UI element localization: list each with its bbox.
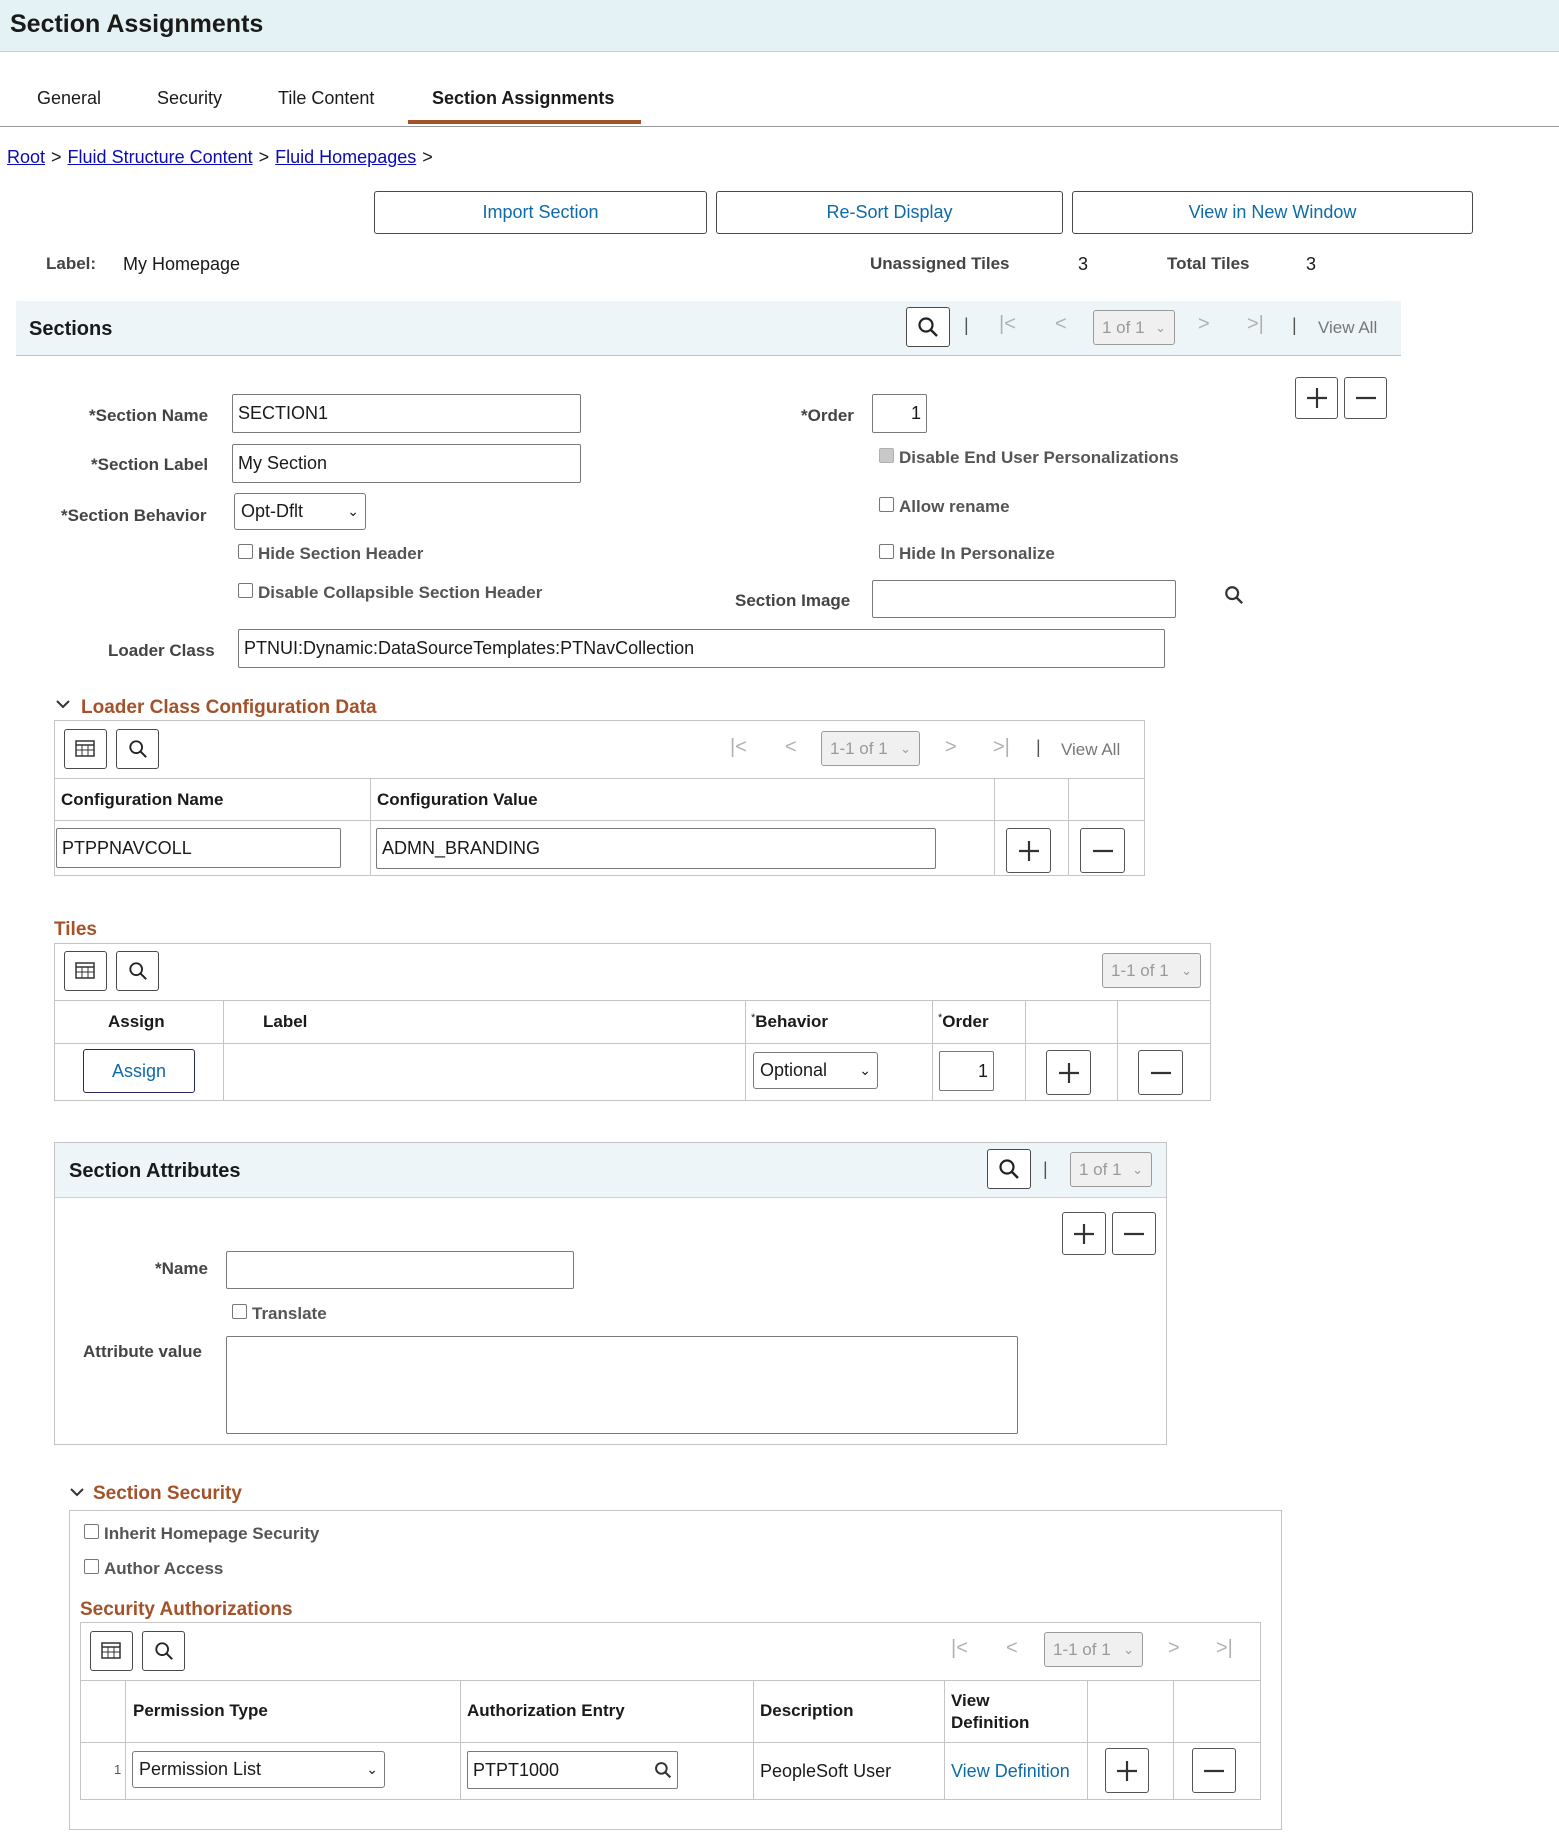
delete-attribute-button[interactable] <box>1112 1212 1156 1255</box>
required-mark: * <box>751 1012 756 1024</box>
chevron-down-icon: ⌄ <box>1132 1161 1143 1177</box>
grid-line <box>932 1000 933 1100</box>
unassigned-tiles-value: 3 <box>1078 254 1089 274</box>
attribute-name-label: *Name <box>155 1259 208 1278</box>
homepage-label-caption: Label: <box>46 254 97 273</box>
delete-section-button[interactable] <box>1344 377 1387 419</box>
column-configuration-name: Configuration Name <box>61 790 224 809</box>
disable-personalizations-checkbox[interactable] <box>879 448 894 463</box>
tiles-grid <box>54 943 1211 1101</box>
search-icon[interactable] <box>654 1761 672 1779</box>
tiles-search-button[interactable] <box>116 951 159 991</box>
grid-line <box>55 778 1144 779</box>
first-page-icon[interactable]: |< <box>999 313 1016 335</box>
attribute-value-label: Attribute value <box>83 1342 203 1361</box>
hide-section-header-label: Hide Section Header <box>258 544 424 563</box>
previous-page-icon[interactable]: < <box>785 736 797 758</box>
import-section-button[interactable]: Import Section <box>374 191 707 234</box>
section-label-label: *Section Label <box>91 455 209 474</box>
column-label: Label <box>263 1012 308 1031</box>
section-attributes-search-button[interactable] <box>987 1149 1031 1189</box>
security-personalize-button[interactable] <box>90 1631 133 1671</box>
allow-rename-checkbox[interactable] <box>879 497 894 512</box>
chevron-down-icon: ⌄ <box>900 740 911 756</box>
minus-icon <box>1123 1223 1145 1245</box>
column-configuration-value: Configuration Value <box>377 790 538 809</box>
breadcrumb-separator: > <box>258 147 270 167</box>
last-page-icon[interactable]: >| <box>1247 313 1264 335</box>
toolbar-separator: | <box>1036 737 1041 757</box>
breadcrumb-root[interactable]: Root <box>7 147 46 167</box>
previous-page-icon[interactable]: < <box>1055 313 1067 335</box>
grid-line <box>55 1000 1210 1001</box>
view-definition-link[interactable]: View Definition <box>951 1761 1070 1781</box>
required-mark: * <box>938 1012 943 1024</box>
breadcrumb-separator: > <box>422 147 433 167</box>
delete-config-row-button[interactable] <box>1080 828 1125 873</box>
translate-checkbox[interactable] <box>232 1304 247 1319</box>
add-authorization-button[interactable] <box>1105 1748 1149 1793</box>
tile-behavior-select[interactable] <box>753 1052 878 1089</box>
disable-collapsible-label: Disable Collapsible Section Header <box>258 583 543 602</box>
section-label-input[interactable]: My Section <box>232 444 581 483</box>
tiles-personalize-button[interactable] <box>64 951 107 991</box>
security-page-select[interactable] <box>1044 1632 1143 1667</box>
sections-page-select[interactable] <box>1093 310 1175 345</box>
chevron-down-icon: ⌄ <box>859 1062 871 1078</box>
sections-divider <box>16 355 1401 356</box>
authorization-entry-input[interactable] <box>467 1751 678 1789</box>
column-assign: Assign <box>108 1012 165 1031</box>
tile-behavior-value: Optional <box>760 1060 828 1080</box>
active-tab-indicator <box>408 120 641 124</box>
section-behavior-label: *Section Behavior <box>61 506 207 525</box>
inherit-homepage-security-label: Inherit Homepage Security <box>104 1524 320 1543</box>
add-tile-row-button[interactable] <box>1046 1050 1091 1095</box>
grid-line <box>1173 1680 1174 1799</box>
section-security-title[interactable]: Section Security <box>93 1483 242 1504</box>
add-config-row-button[interactable] <box>1006 828 1051 873</box>
search-icon <box>128 739 148 759</box>
grid-settings-icon <box>75 961 97 981</box>
plus-icon <box>1058 1062 1080 1084</box>
hide-in-personalize-checkbox[interactable] <box>879 544 894 559</box>
assign-tile-button[interactable]: Assign <box>83 1049 195 1093</box>
inherit-homepage-security-checkbox[interactable] <box>84 1524 99 1539</box>
sections-header-bar <box>16 301 1401 356</box>
section-name-input[interactable]: SECTION1 <box>232 394 581 433</box>
security-authorizations-title: Security Authorizations <box>80 1599 293 1620</box>
last-page-icon[interactable]: >| <box>1216 1637 1233 1659</box>
grid-line <box>81 1742 1260 1743</box>
tiles-title: Tiles <box>54 919 97 940</box>
page-title: Section Assignments <box>10 10 264 38</box>
description-value: PeopleSoft User <box>760 1761 892 1781</box>
loader-config-personalize-button[interactable] <box>64 729 107 769</box>
page-indicator: 1-1 of 1 <box>830 738 888 758</box>
grid-line <box>1068 778 1069 875</box>
grid-line <box>745 1000 746 1100</box>
attribute-name-input[interactable] <box>226 1251 574 1289</box>
resort-display-button[interactable]: Re-Sort Display <box>716 191 1063 234</box>
search-icon <box>998 1158 1020 1180</box>
plus-icon <box>1306 387 1328 409</box>
loader-config-view-all-link[interactable]: View All <box>1061 740 1121 759</box>
grid-line <box>81 1680 1260 1681</box>
loader-config-title[interactable]: Loader Class Configuration Data <box>81 697 377 718</box>
grid-settings-icon <box>75 739 97 759</box>
minus-icon <box>1150 1062 1172 1084</box>
loader-class-label: Loader Class <box>108 641 215 660</box>
chevron-down-icon: ⌄ <box>1181 962 1192 978</box>
grid-settings-icon <box>101 1641 123 1661</box>
view-in-new-window-button[interactable]: View in New Window <box>1072 191 1473 234</box>
tiles-page-select[interactable] <box>1102 953 1201 988</box>
author-access-label: Author Access <box>104 1559 224 1578</box>
hide-section-header-checkbox[interactable] <box>238 544 253 559</box>
homepage-label-value: My Homepage <box>123 254 241 274</box>
plus-icon <box>1116 1760 1138 1782</box>
grid-line <box>55 820 1144 821</box>
disable-personalizations-label: Disable End User Personalizations <box>899 448 1179 467</box>
section-behavior-select[interactable] <box>234 493 366 530</box>
tab-divider <box>0 126 1559 127</box>
search-icon <box>154 1641 174 1661</box>
add-section-button[interactable] <box>1295 377 1338 419</box>
security-search-button[interactable] <box>142 1631 185 1671</box>
previous-page-icon[interactable]: < <box>1006 1637 1018 1659</box>
minus-icon <box>1355 387 1377 409</box>
loader-class-input[interactable]: PTNUI:Dynamic:DataSourceTemplates:PTNavCollection <box>238 629 1165 668</box>
attribute-value-textarea[interactable] <box>226 1336 1018 1434</box>
grid-line <box>1087 1680 1088 1799</box>
grid-line <box>223 1000 224 1100</box>
chevron-down-icon: ⌄ <box>1123 1641 1134 1657</box>
collapse-chevron-icon[interactable] <box>69 1486 85 1498</box>
section-attributes-header: Section Attributes <box>69 1160 241 1182</box>
minus-icon <box>1203 1760 1225 1782</box>
section-name-label: *Section Name <box>89 406 209 425</box>
permission-type-value: Permission List <box>139 1759 262 1779</box>
collapse-chevron-icon[interactable] <box>55 698 71 710</box>
sections-header: Sections <box>29 318 113 340</box>
order-label: *Order <box>801 406 854 425</box>
grid-line <box>125 1680 126 1799</box>
section-image-lookup[interactable] <box>1224 585 1244 605</box>
first-page-icon[interactable]: |< <box>951 1637 968 1659</box>
permission-type-select[interactable] <box>132 1751 385 1788</box>
breadcrumb-fluid-homepages[interactable]: Fluid Homepages <box>275 147 417 167</box>
author-access-checkbox[interactable] <box>84 1559 99 1574</box>
grid-line <box>1025 1000 1026 1100</box>
column-order: *Order <box>938 1012 989 1031</box>
delete-tile-row-button[interactable] <box>1138 1050 1183 1095</box>
last-page-icon[interactable]: >| <box>993 736 1010 758</box>
total-tiles-caption: Total Tiles <box>1167 254 1250 273</box>
search-icon <box>1224 585 1244 605</box>
column-authorization-entry: Authorization Entry <box>467 1701 625 1720</box>
loader-config-search-button[interactable] <box>116 729 159 769</box>
column-view-definition: View Definition <box>951 1691 1030 1732</box>
next-page-icon[interactable]: > <box>1168 1637 1180 1659</box>
configuration-value-textarea[interactable]: ADMN_BRANDING <box>376 828 936 869</box>
page-indicator: 1-1 of 1 <box>1111 960 1169 980</box>
column-behavior: *Behavior <box>751 1012 829 1031</box>
section-image-input[interactable] <box>872 580 1176 618</box>
disable-collapsible-checkbox[interactable] <box>238 583 253 598</box>
tab-general[interactable]: General <box>37 88 102 108</box>
chevron-down-icon: ⌄ <box>1155 319 1166 335</box>
toolbar-separator: | <box>964 315 969 335</box>
page-indicator: 1 of 1 <box>1079 1159 1122 1179</box>
page-indicator: 1 of 1 <box>1102 317 1145 337</box>
sections-view-all-link[interactable]: View All <box>1318 318 1378 337</box>
tab-tile-content[interactable]: Tile Content <box>278 88 375 108</box>
delete-authorization-button[interactable] <box>1192 1748 1236 1793</box>
next-page-icon[interactable]: > <box>945 736 957 758</box>
section-behavior-value: Opt-Dflt <box>241 501 304 521</box>
grid-line <box>1117 1000 1118 1100</box>
column-description: Description <box>760 1701 854 1720</box>
tab-security[interactable]: Security <box>157 88 223 108</box>
next-page-icon[interactable]: > <box>1198 313 1210 335</box>
order-input[interactable]: 1 <box>872 394 927 433</box>
first-page-icon[interactable]: |< <box>730 736 747 758</box>
hide-in-personalize-label: Hide In Personalize <box>899 544 1055 563</box>
allow-rename-label: Allow rename <box>899 497 1010 516</box>
search-icon <box>917 316 939 338</box>
page-indicator: 1-1 of 1 <box>1053 1639 1111 1659</box>
chevron-down-icon: ⌄ <box>347 503 359 519</box>
total-tiles-value: 3 <box>1306 254 1317 274</box>
chevron-down-icon: ⌄ <box>366 1761 378 1777</box>
tab-section-assignments[interactable]: Section Assignments <box>432 88 615 108</box>
grid-line <box>944 1680 945 1799</box>
section-attributes-page-select[interactable] <box>1070 1152 1152 1187</box>
unassigned-tiles-caption: Unassigned Tiles <box>870 254 1010 273</box>
plus-icon <box>1073 1223 1095 1245</box>
breadcrumb-fluid-structure-content[interactable]: Fluid Structure Content <box>67 147 253 167</box>
breadcrumb-separator: > <box>51 147 62 167</box>
grid-line <box>753 1680 754 1799</box>
row-number: 1 <box>114 1762 122 1777</box>
add-attribute-button[interactable] <box>1062 1212 1106 1255</box>
minus-icon <box>1092 840 1114 862</box>
search-icon <box>128 961 148 981</box>
grid-line <box>460 1680 461 1799</box>
authorization-entry-value: PTPT1000 <box>473 1759 560 1780</box>
sections-search-button[interactable] <box>906 307 950 347</box>
toolbar-separator: | <box>1292 315 1297 335</box>
grid-line <box>994 778 995 875</box>
column-permission-type: Permission Type <box>133 1701 268 1720</box>
grid-line <box>55 1043 1210 1044</box>
grid-line <box>370 778 371 875</box>
section-image-label: Section Image <box>735 591 851 610</box>
plus-icon <box>1018 840 1040 862</box>
toolbar-separator: | <box>1043 1159 1048 1179</box>
tile-order-input[interactable]: 1 <box>939 1051 994 1091</box>
breadcrumb <box>7 147 433 168</box>
loader-config-page-select[interactable] <box>821 731 920 766</box>
translate-label: Translate <box>252 1304 327 1323</box>
configuration-name-input[interactable]: PTPPNAVCOLL <box>56 828 341 868</box>
